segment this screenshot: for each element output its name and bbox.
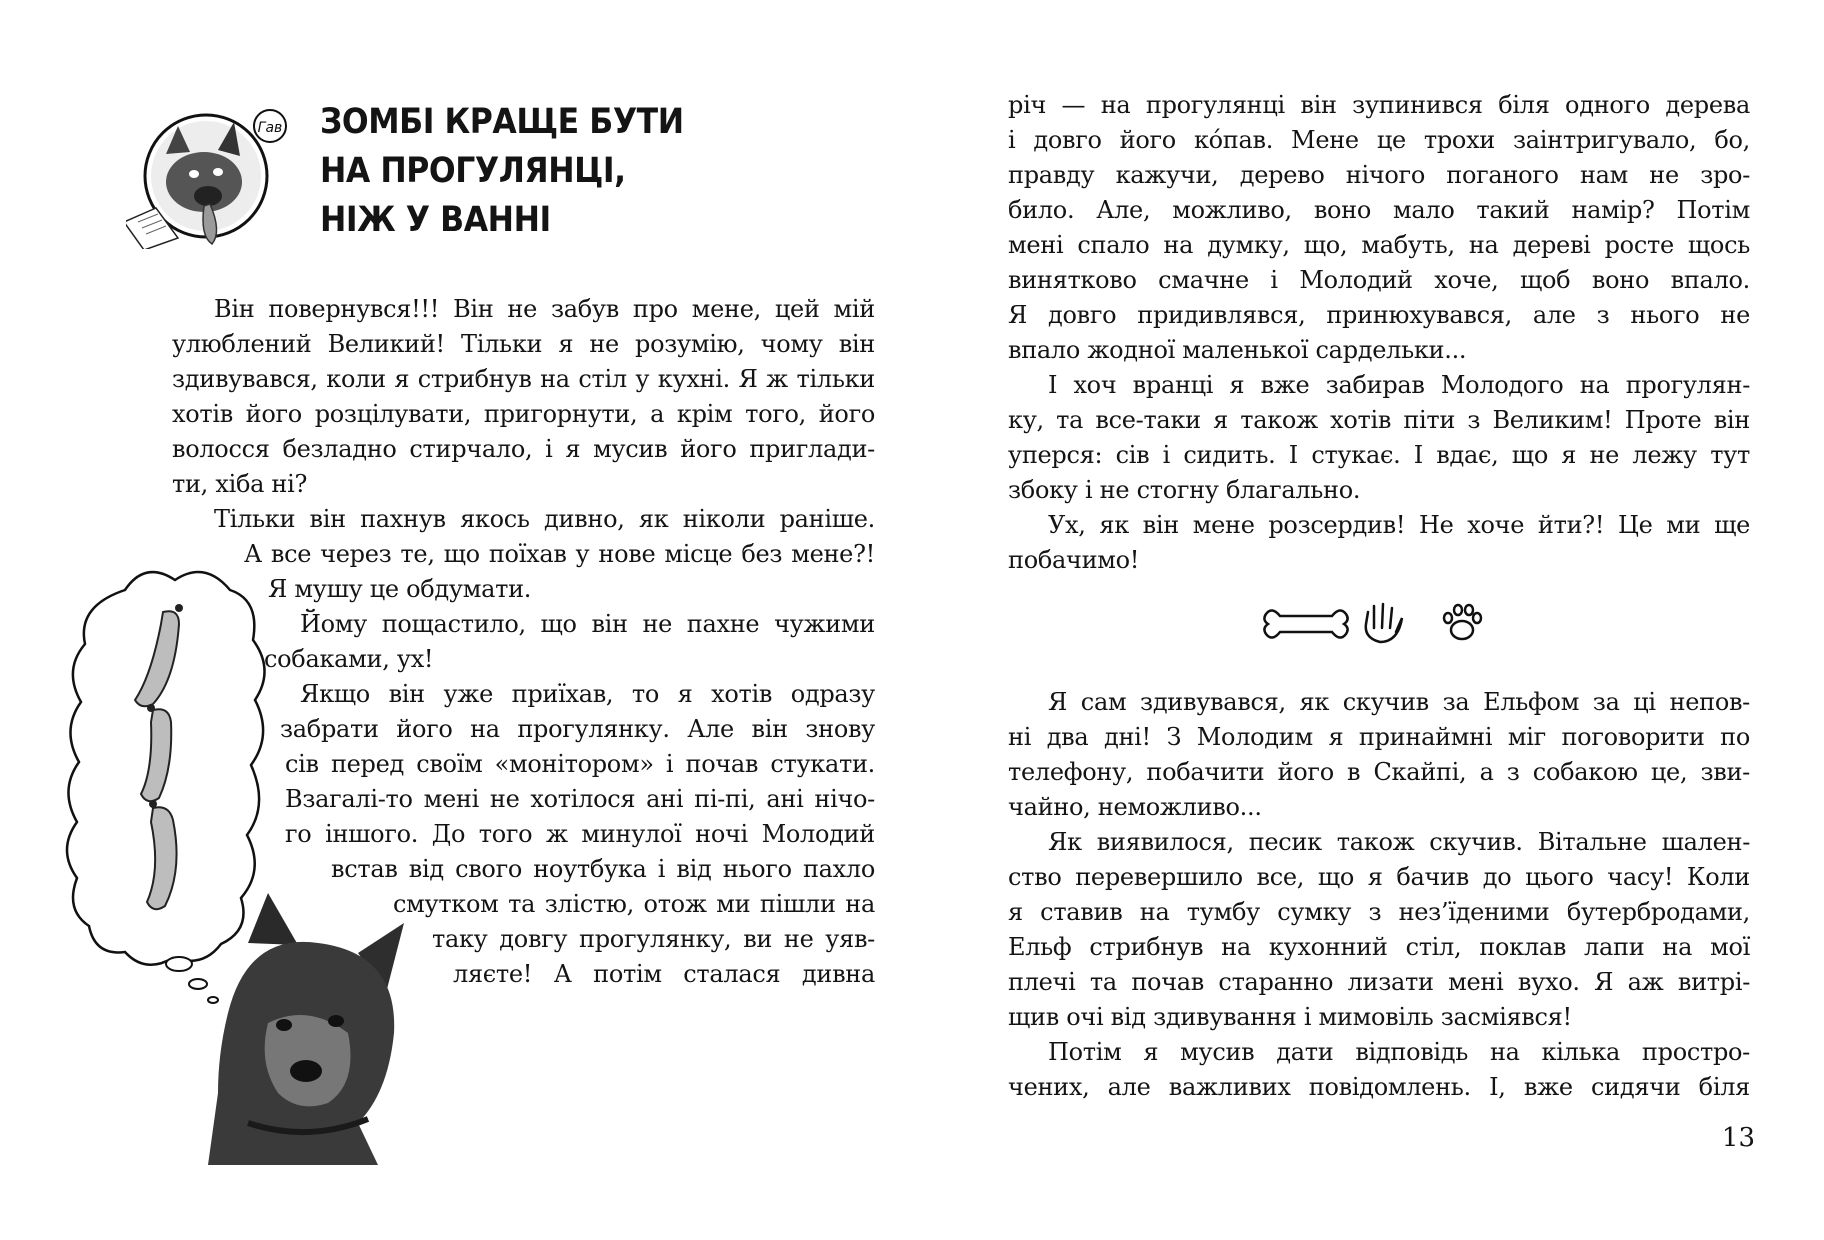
page-number: 13 [1721, 1123, 1755, 1153]
title-line-1: ЗОМБІ КРАЩЕ БУТИ [320, 102, 684, 142]
text-line: І хоч вранці я вже забирав Молодого на прогулян- [1048, 371, 1750, 399]
text-line: річ — на прогулянці він зупинився біля одного дерева [1008, 91, 1750, 119]
text-line: Я довго придивлявся, принюхувався, але з нього не [1008, 301, 1750, 329]
dog-badge-icon [126, 104, 301, 249]
text-line: улюблений Великий! Тільки я не розумію, чому він [172, 330, 875, 358]
text-line: Ельф стрибнув на кухонний стіл, поклав лапи на мої [1008, 933, 1750, 961]
text-line: збоку і не стогну благально. [1008, 476, 1361, 504]
text-line: ство перевершило все, що я бачив до цього часу! Коли [1008, 863, 1750, 891]
title-line-2: НА ПРОГУЛЯНЦІ, [320, 151, 626, 191]
text-line: щив очі від здивування і мимовіль засміявся! [1008, 1003, 1572, 1031]
text-line: хотів його розцілувати, пригорнути, а крім того, його [172, 400, 875, 428]
section-divider-ornaments [1262, 598, 1512, 648]
text-line: ні два дні! З Молодим я принаймні міг поговорити по [1008, 723, 1750, 751]
text-line: встав від свого ноутбука і від нього пахло [331, 855, 875, 883]
text-line: Як виявилося, песик також скучив. Вітальне шален- [1048, 828, 1750, 856]
text-line: чених, але важливих повідомлень. І, вже сидячи біля [1008, 1073, 1750, 1101]
text-line: забрати його на прогулянку. Але він знову [280, 715, 875, 743]
text-line: волосся безладно стирчало, і я мусив його приглади- [172, 435, 875, 463]
text-line: ляєте! А потім сталася дивна [453, 960, 875, 988]
text-line: ку, та все-таки я також хотів піти з Великим! Проте він [1008, 406, 1750, 434]
text-line: смутком та злістю, отож ми пішли на [393, 890, 875, 918]
bone-icon [1264, 610, 1347, 637]
text-line: я ставив на тумбу сумку з нез’їденими бутербродами, [1008, 898, 1750, 926]
dog-photo [208, 893, 420, 1165]
text-line: Я мушу це обдумати. [268, 575, 532, 603]
text-line: мені спало на думку, що, мабуть, на дереві росте щось [1008, 231, 1750, 259]
text-line: уперся: сів і сидить. І стукає. І вдає, що я не лежу тут [1008, 441, 1750, 469]
text-line: здивувався, коли я стрибнув на стіл у кухні. Я ж тільки [172, 365, 875, 393]
text-line: чайно, неможливо... [1008, 793, 1262, 821]
title-line-3: НІЖ У ВАННІ [320, 200, 551, 240]
text-line: телефону, побачити його в Скайпі, а з собакою це, зви- [1008, 758, 1750, 786]
paw-icon [1444, 605, 1481, 639]
hand-icon [1366, 604, 1402, 642]
text-line: А все через те, що поїхав у нове місце без мене?! [244, 540, 875, 568]
text-line: і довго його ко́пав. Мене це трохи заінтригувало, бо, [1008, 126, 1750, 154]
badge-text: Гав [257, 120, 283, 136]
text-line: Йому пощастило, що він не пахне чужими [300, 610, 875, 638]
text-line: Потім я мусив дати відповідь на кілька простро- [1048, 1038, 1750, 1066]
text-line: Якщо він уже приїхав, то я хотів одразу [300, 680, 875, 708]
text-line: сів перед своїм «монітором» і почав стукати. [285, 750, 875, 778]
text-line: собаками, ух! [264, 645, 434, 673]
text-line: таку довгу прогулянку, ви не уяв- [432, 925, 875, 953]
text-line: ти, хіба ні? [172, 470, 308, 498]
text-line: побачимо! [1008, 546, 1140, 574]
chapter-title [320, 98, 684, 245]
text-line: Ух, як він мене розсердив! Не хоче йти?! Це ми ще [1048, 511, 1750, 539]
text-line: Тільки він пахнув якось дивно, як ніколи раніше. [214, 505, 875, 533]
text-line: плечі та почав старанно лизати мені вухо. Я аж витрі- [1008, 968, 1750, 996]
text-line: го іншого. До того ж минулої ночі Молодий [285, 820, 875, 848]
text-line: Взагалі-то мені не хотілося ані пі-пі, ані нічо- [285, 785, 875, 813]
text-line: Я сам здивувався, як скучив за Ельфом за ці непов- [1048, 688, 1750, 716]
text-line: Він повернувся!!! Він не забув про мене, цей мій [214, 295, 875, 323]
text-line: впало жодної маленької сардельки... [1008, 336, 1467, 364]
text-line: правду кажучи, дерево нічого поганого нам не зро- [1008, 161, 1750, 189]
text-line: било. Але, можливо, воно мало такий намір? Потім [1008, 196, 1750, 224]
text-line: винятково смачне і Молодий хоче, щоб воно впало. [1008, 266, 1750, 294]
